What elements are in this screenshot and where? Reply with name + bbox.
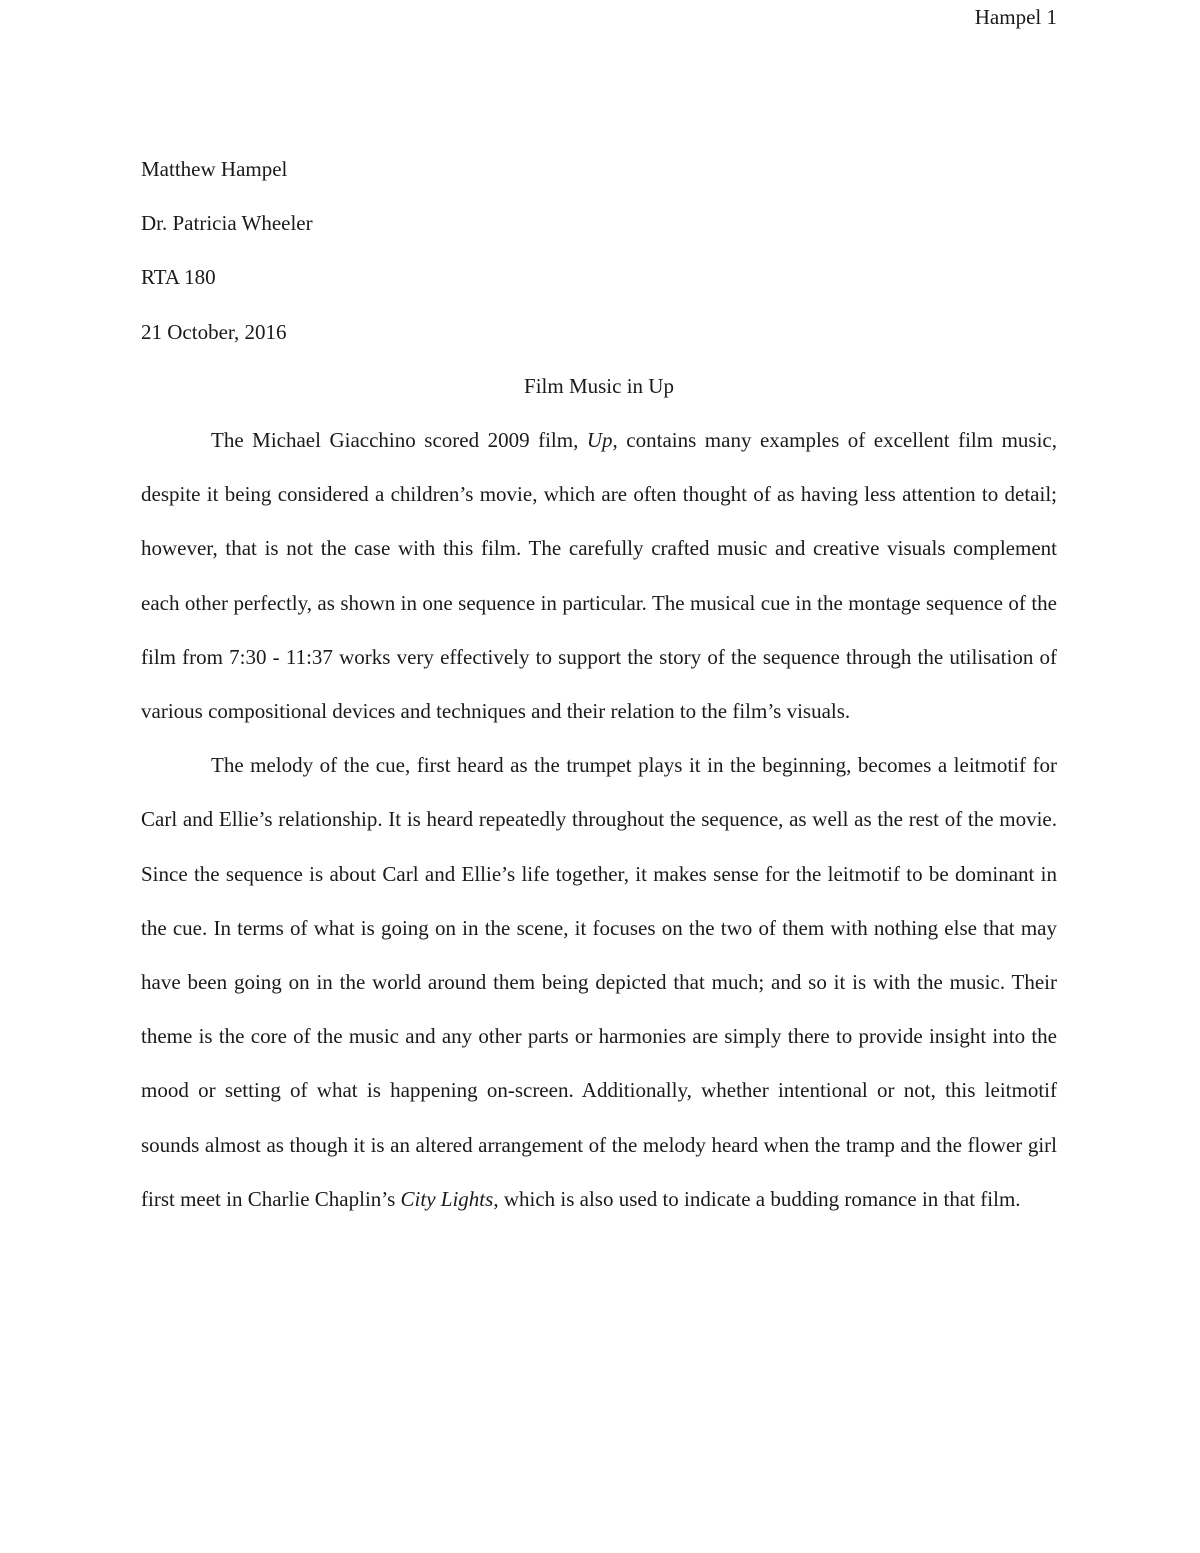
paragraph-1-italic-film-title: Up <box>586 428 613 453</box>
document-body <box>141 142 1057 1226</box>
paragraph-2-text-b: , which is also used to indicate a budding romance in that film. <box>493 1186 1021 1211</box>
instructor-name: Dr. Patricia Wheeler <box>141 211 313 236</box>
document-date: 21 October, 2016 <box>141 319 287 344</box>
paragraph-2-italic-film-title: City Lights <box>400 1186 494 1211</box>
paragraph-1 <box>141 413 1057 738</box>
paragraph-1-text-b: , contains many examples of excellent film music, despite it being considered a children’s movie, which are often thought of as having less attention to detail; however, that is not the case with this film. The carefully crafted music and creative visuals complement each other perfectly, as shown in one sequence in particular. The musical cue in the montage sequence of the film from 7:30 - 11:37 works very effectively to support the story of the sequence through the utilisation of various compositional devices and techniques and their relation to the film’s visuals. <box>141 428 1057 724</box>
document-title: Film Music in Up <box>524 373 674 398</box>
course-name: RTA 180 <box>141 265 216 290</box>
author-name: Matthew Hampel <box>141 157 288 181</box>
running-head: Hampel 1 <box>974 5 1057 29</box>
paragraph-1-text-a: The Michael Giacchino scored 2009 film, <box>211 428 587 453</box>
paragraph-2-text-a: The melody of the cue, first heard as the trumpet plays it in the beginning, becomes a leitmotif for Carl and Ellie’s relationship. It is heard repeatedly throughout the sequence, as well as the rest of the movie. Since the sequence is about Carl and Ellie’s life together, it makes sense for the leitmotif to be dominant in the cue. In terms of what is going on in the scene, it focuses on the two of them with nothing else that may have been going on in the world around them being depicted that much; and so it is with the music. Their theme is the core of the music and any other parts or harmonies are simply there to provide insight into the mood or setting of what is happening on-screen. Additionally, whether intentional or not, this leitmotif sounds almost as though it is an altered arrangement of the melody heard when the tramp and the flower girl first meet in Charlie Chaplin’s <box>141 753 1057 1211</box>
paragraph-2 <box>141 738 1057 1226</box>
